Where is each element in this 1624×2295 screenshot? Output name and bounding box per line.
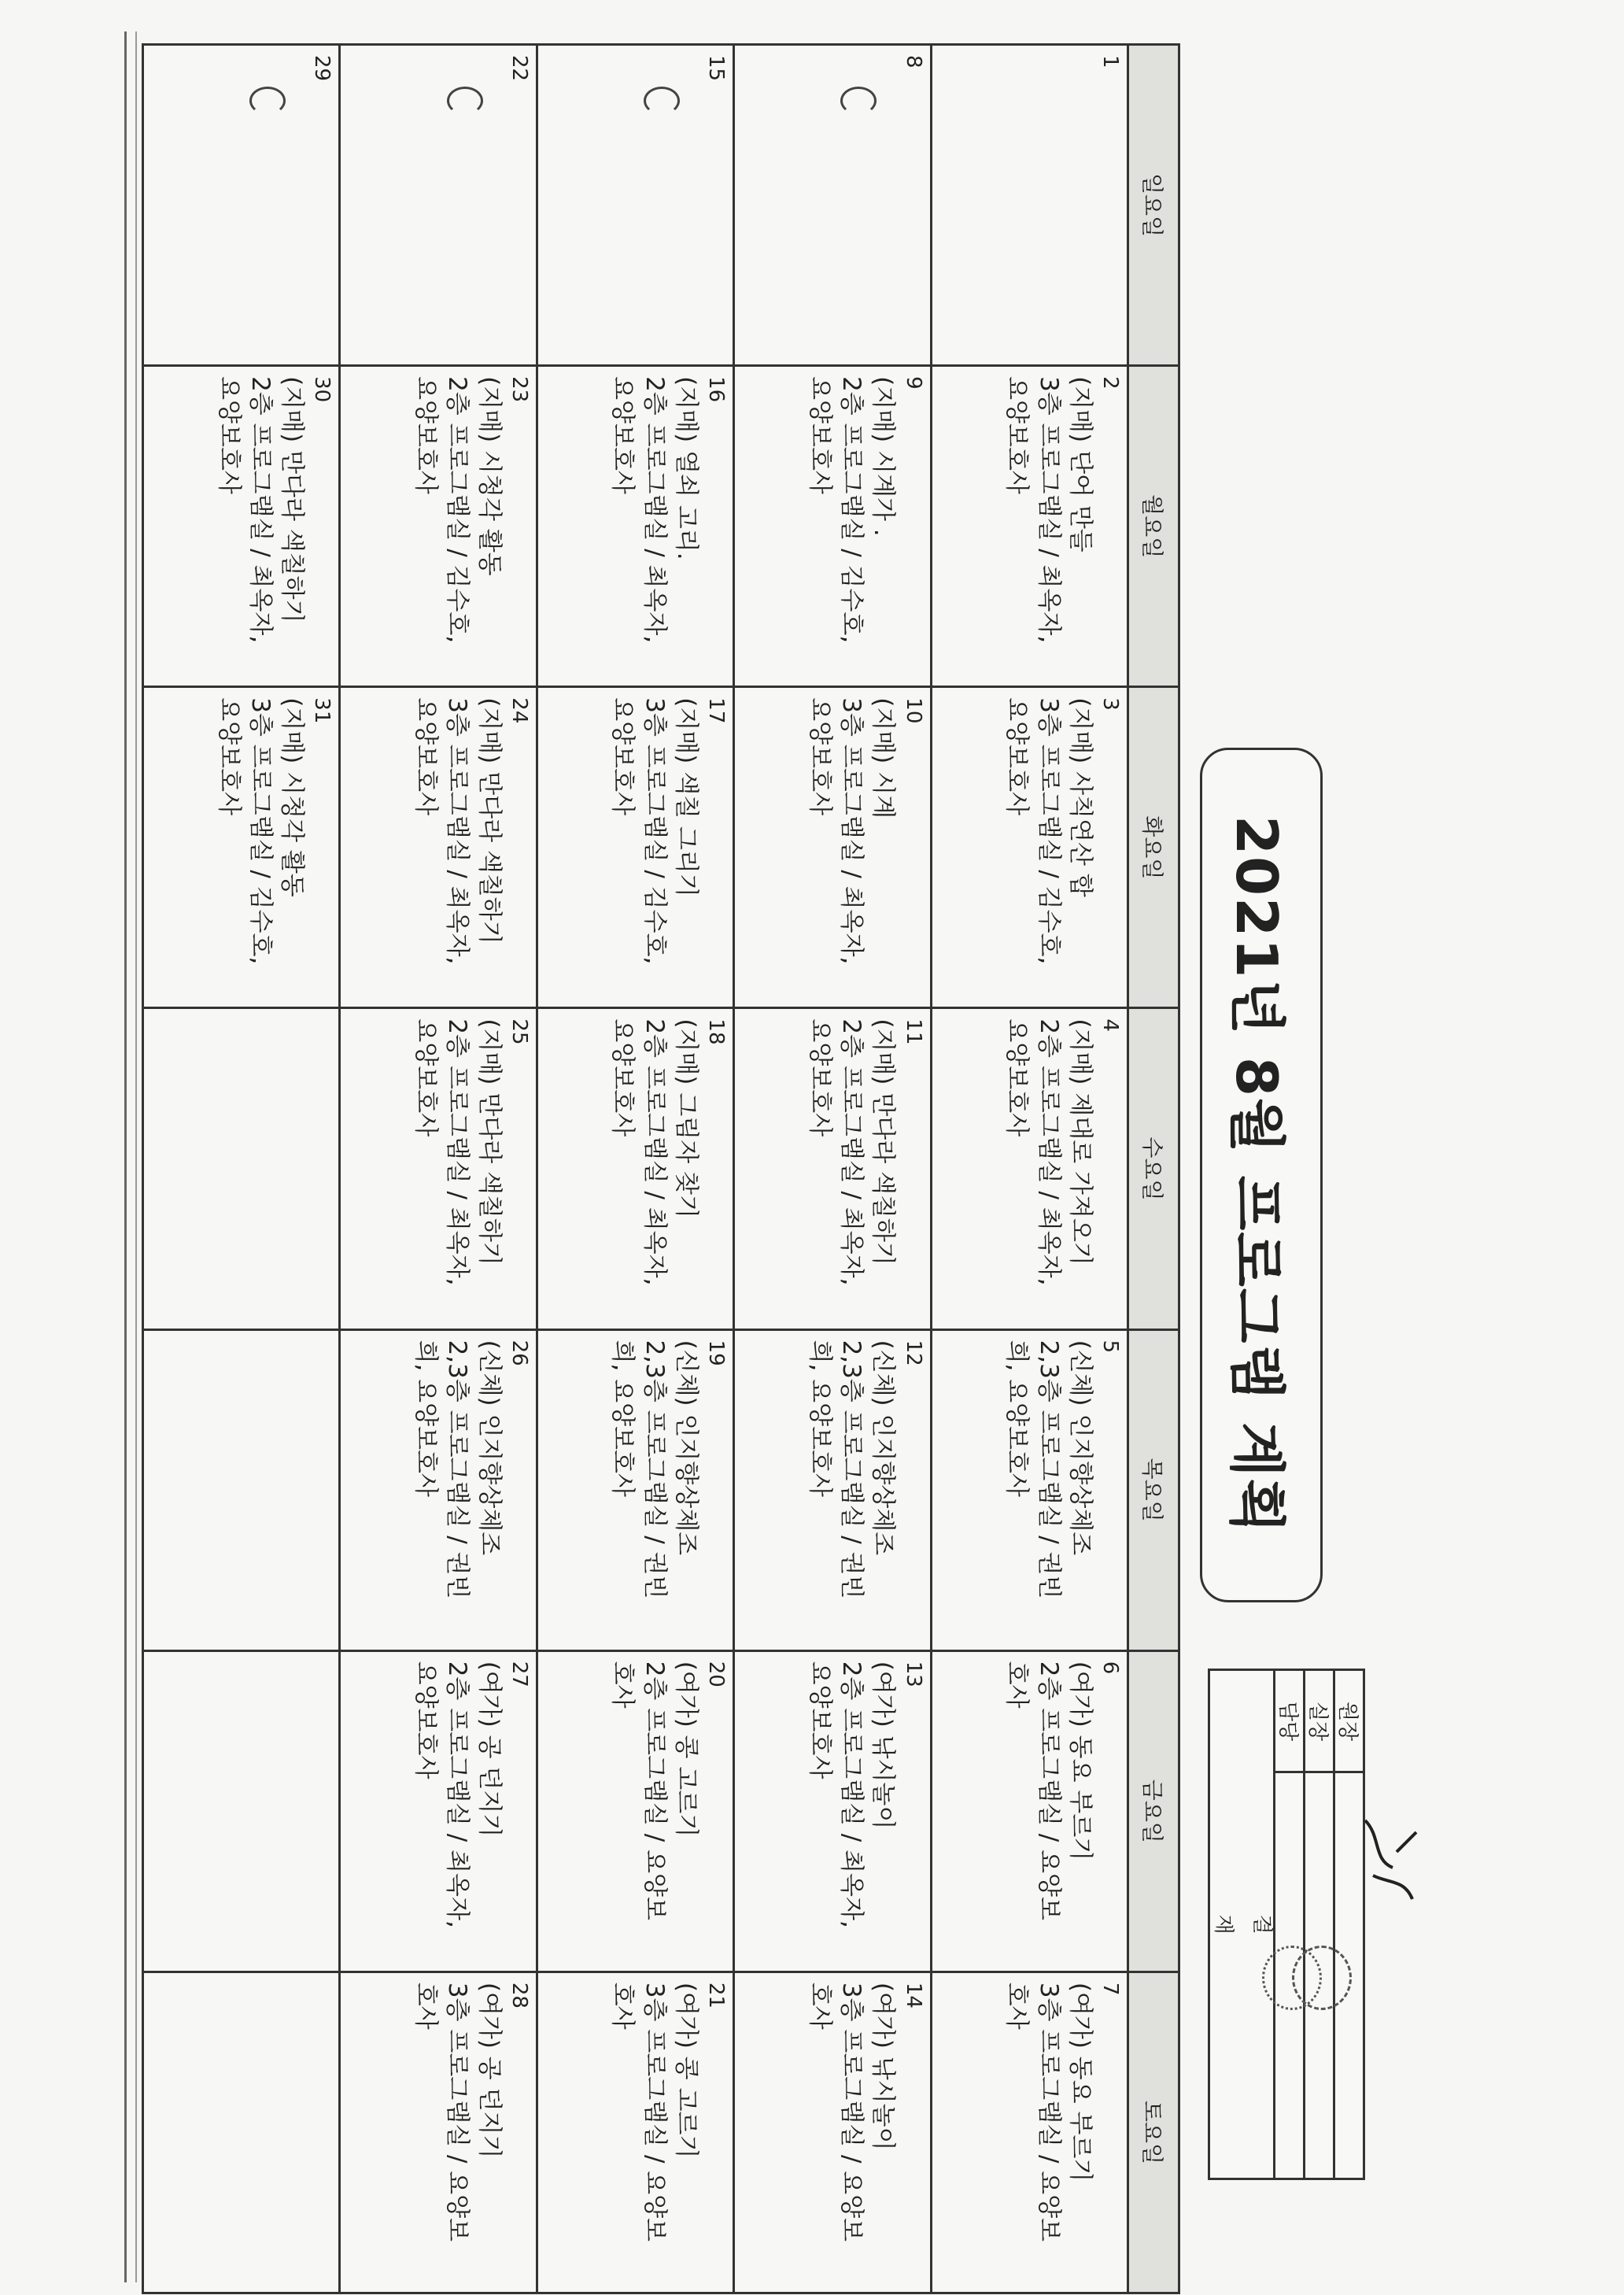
handwritten-mark-icon	[644, 87, 680, 115]
calendar-day-cell	[734, 1008, 931, 1329]
program-location: 3층 프로그램실 / 최옥자,	[837, 697, 866, 965]
calendar-week-row	[537, 45, 733, 2293]
program-staff: 희, 요양보호사	[412, 1340, 441, 1497]
program-name: (지매) 만다라 색칠하기	[278, 376, 307, 623]
calendar-day-cell	[537, 1329, 733, 1650]
calendar-day-cell	[143, 1972, 340, 2293]
approval-role-staff: 담당	[1275, 1701, 1299, 1741]
program-location: 2층 프로그램실 / 최옥자,	[1034, 1018, 1063, 1286]
program-location: 3층 프로그램실 / 요양보	[837, 1982, 866, 2242]
approval-table	[1208, 1669, 1365, 2180]
handwritten-mark-icon	[840, 87, 877, 115]
day-number: 10	[901, 697, 925, 724]
calendar-day-cell	[340, 366, 537, 687]
calendar-day-cell	[537, 1650, 733, 1972]
calendar-day-cell	[931, 1650, 1128, 1972]
program-name: (지매) 시계가 .	[869, 376, 898, 537]
day-number: 22	[507, 55, 531, 82]
day-number: 12	[901, 1340, 925, 1366]
calendar-week-row	[143, 45, 340, 2293]
day-number: 14	[901, 1982, 925, 2009]
program-staff: 요양보호사	[1002, 1018, 1032, 1137]
program-name: (지매) 단어 만들	[1065, 376, 1094, 552]
program-staff: 요양보호사	[608, 697, 637, 816]
calendar-day-cell	[143, 366, 340, 687]
calendar-week-row	[340, 45, 537, 2293]
day-number: 5	[1098, 1340, 1122, 1354]
program-staff: 희, 요양보호사	[1002, 1340, 1032, 1497]
calendar-day-cell	[734, 1972, 931, 2293]
page-edge-line	[135, 31, 137, 2282]
program-location: 3층 프로그램실 / 김수호,	[640, 697, 669, 965]
weekday-header: 일요일	[1128, 45, 1179, 366]
program-staff: 호사	[608, 1661, 637, 1709]
calendar-day-cell	[340, 45, 537, 366]
program-name: (신체) 인지향상체조	[1065, 1340, 1094, 1556]
program-location: 3층 프로그램실 / 김수호,	[245, 697, 275, 965]
program-name: (지매) 시청각 활동	[278, 697, 307, 897]
calendar-day-cell	[537, 1972, 733, 2293]
day-number: 1	[1098, 55, 1122, 68]
program-name: (지매) 그림자 찾기	[672, 1018, 701, 1218]
day-number: 7	[1098, 1982, 1122, 1996]
approval-stamp-cell	[1305, 1772, 1334, 2179]
program-staff: 요양보호사	[805, 697, 834, 816]
day-number: 28	[507, 1982, 531, 2009]
weekday-header: 금요일	[1128, 1650, 1179, 1972]
calendar-day-cell	[537, 366, 733, 687]
calendar-day-cell	[340, 1972, 537, 2293]
approval-role-cell	[1334, 1670, 1364, 1772]
program-name: (여가) 낚시놀이	[869, 1982, 898, 2151]
program-location: 2,3층 프로그램실 / 권빈	[1034, 1340, 1063, 1599]
handwritten-mark-icon	[447, 87, 483, 115]
day-number: 24	[507, 697, 531, 724]
program-name: (여가) 콩 고르기	[672, 1661, 701, 1838]
day-number: 23	[507, 376, 531, 403]
calendar-day-cell	[734, 45, 931, 366]
program-staff: 요양보호사	[805, 376, 834, 494]
approval-side-label: 결 재	[1211, 1914, 1274, 1935]
program-name: (신체) 인지향상체조	[869, 1340, 898, 1556]
program-staff: 요양보호사	[805, 1018, 834, 1137]
approval-role-director: 원장	[1335, 1701, 1359, 1741]
program-name: (신체) 인지향상체조	[672, 1340, 701, 1556]
calendar-week-row	[931, 45, 1128, 2293]
calendar-day-cell	[143, 1008, 340, 1329]
program-name: (여가) 동요 부르기	[1065, 1982, 1094, 2182]
calendar-container	[142, 43, 1180, 2294]
calendar-day-cell	[340, 1650, 537, 1972]
weekday-header: 토요일	[1128, 1972, 1179, 2293]
program-staff: 요양보호사	[214, 697, 243, 816]
program-location: 2,3층 프로그램실 / 권빈	[837, 1340, 866, 1599]
program-staff: 희, 요양보호사	[805, 1340, 834, 1497]
weekday-header-row	[1128, 45, 1179, 2293]
program-location: 2층 프로그램실 / 최옥자,	[640, 376, 669, 644]
day-number: 17	[704, 697, 729, 724]
calendar-day-cell	[931, 1329, 1128, 1650]
calendar-day-cell	[931, 687, 1128, 1008]
program-location: 3층 프로그램실 / 최옥자,	[1034, 376, 1063, 644]
calendar-day-cell	[340, 1008, 537, 1329]
calendar-day-cell	[734, 1329, 931, 1650]
program-staff: 요양보호사	[608, 376, 637, 494]
day-number: 3	[1098, 697, 1122, 711]
approval-role-cell	[1275, 1670, 1305, 1772]
day-number: 16	[704, 376, 729, 403]
weekday-header: 화요일	[1128, 687, 1179, 1008]
day-number: 4	[1098, 1018, 1122, 1032]
program-name: (여가) 콩 고르기	[672, 1982, 701, 2159]
day-number: 2	[1098, 376, 1122, 390]
day-number: 26	[507, 1340, 531, 1366]
day-number: 11	[901, 1018, 925, 1045]
program-name: (지매) 시청각 활동	[474, 376, 504, 576]
day-number: 31	[310, 697, 334, 724]
calendar-day-cell	[143, 1329, 340, 1650]
day-number: 25	[507, 1018, 531, 1045]
calendar-day-cell	[931, 1008, 1128, 1329]
program-name: (지매) 만다라 색칠하기	[869, 1018, 898, 1266]
calendar-day-cell	[931, 1972, 1128, 2293]
day-number: 15	[704, 55, 729, 82]
approval-side-label-cell	[1209, 1670, 1275, 2179]
calendar-day-cell	[143, 1650, 340, 1972]
day-number: 18	[704, 1018, 729, 1045]
program-location: 2층 프로그램실 / 요양보	[640, 1661, 669, 1920]
calendar-day-cell	[340, 1329, 537, 1650]
calendar-day-cell	[537, 1008, 733, 1329]
program-location: 2층 프로그램실 / 최옥자,	[640, 1018, 669, 1286]
program-location: 3층 프로그램실 / 요양보	[443, 1982, 472, 2242]
calendar-day-cell	[734, 687, 931, 1008]
handwritten-mark-icon	[249, 87, 286, 115]
day-number: 21	[704, 1982, 729, 2009]
program-name: (지매) 시계	[869, 697, 898, 819]
program-staff: 요양보호사	[412, 376, 441, 494]
program-name: (지매) 제대로 가져오기	[1065, 1018, 1094, 1266]
calendar-day-cell	[537, 45, 733, 366]
program-location: 2층 프로그램실 / 김수호,	[837, 376, 866, 644]
weekday-header: 월요일	[1128, 366, 1179, 687]
program-staff: 요양보호사	[1002, 376, 1032, 494]
page-title: 2021년 8월 프로그램 계획	[1224, 815, 1290, 1536]
calendar-day-cell	[734, 366, 931, 687]
program-staff: 요양보호사	[214, 376, 243, 494]
program-staff: 요양보호사	[412, 697, 441, 816]
day-number: 19	[704, 1340, 729, 1366]
signature-icon	[1349, 1805, 1428, 1915]
program-name: (지매) 만다라 색칠하기	[474, 697, 504, 944]
day-number: 13	[901, 1661, 925, 1687]
program-staff: 호사	[412, 1982, 441, 2030]
approval-role-manager: 실장	[1305, 1701, 1329, 1741]
program-location: 3층 프로그램실 / 김수호,	[1034, 697, 1063, 965]
calendar-day-cell	[143, 687, 340, 1008]
program-staff: 호사	[805, 1982, 834, 2030]
program-staff: 호사	[1002, 1661, 1032, 1709]
program-name: (신체) 인지향상체조	[474, 1340, 504, 1556]
calendar-week-row	[734, 45, 931, 2293]
program-name: (여가) 공 던지기	[474, 1661, 504, 1838]
calendar-table	[142, 43, 1180, 2294]
day-number: 27	[507, 1661, 531, 1687]
program-location: 3층 프로그램실 / 최옥자,	[443, 697, 472, 965]
program-location: 2,3층 프로그램실 / 권빈	[640, 1340, 669, 1599]
program-location: 2층 프로그램실 / 최옥자,	[443, 1018, 472, 1286]
program-location: 2층 프로그램실 / 김수호,	[443, 376, 472, 644]
calendar-day-cell	[931, 366, 1128, 687]
weekday-header: 목요일	[1128, 1329, 1179, 1650]
program-staff: 요양보호사	[1002, 697, 1032, 816]
program-staff: 요양보호사	[805, 1661, 834, 1779]
calendar-day-cell	[734, 1650, 931, 1972]
day-number: 9	[901, 376, 925, 390]
day-number: 6	[1098, 1661, 1122, 1675]
approval-signature-cell	[1334, 1772, 1364, 2179]
calendar-day-cell	[931, 45, 1128, 366]
program-staff: 희, 요양보호사	[608, 1340, 637, 1497]
program-location: 3층 프로그램실 / 요양보	[1034, 1982, 1063, 2242]
weekday-header: 수요일	[1128, 1008, 1179, 1329]
day-number: 29	[310, 55, 334, 82]
program-name: (지매) 만다라 색칠하기	[474, 1018, 504, 1266]
program-location: 2층 프로그램실 / 최옥자,	[837, 1661, 866, 1928]
program-location: 3층 프로그램실 / 요양보	[640, 1982, 669, 2242]
program-staff: 호사	[608, 1982, 637, 2030]
program-name: (지매) 사칙연산 합	[1065, 697, 1094, 897]
day-number: 20	[704, 1661, 729, 1687]
program-name: (여가) 공 던지기	[474, 1982, 504, 2159]
calendar-day-cell	[143, 45, 340, 366]
calendar-day-cell	[340, 687, 537, 1008]
program-location: 2층 프로그램실 / 최옥자,	[443, 1661, 472, 1928]
program-location: 2층 프로그램실 / 최옥자,	[837, 1018, 866, 1286]
program-location: 2층 프로그램실 / 최옥자,	[245, 376, 275, 644]
program-name: (지매) 열쇠 고리.	[672, 376, 701, 560]
approval-role-cell	[1305, 1670, 1334, 1772]
program-name: (여가) 낚시놀이	[869, 1661, 898, 1830]
program-staff: 요양보호사	[412, 1661, 441, 1779]
program-staff: 호사	[1002, 1982, 1032, 2030]
day-number: 8	[901, 55, 925, 68]
program-name: (지매) 색칠 그리기	[672, 697, 701, 897]
title-box	[1200, 748, 1323, 1602]
page-edge-line	[124, 31, 127, 2282]
program-location: 2,3층 프로그램실 / 권빈	[443, 1340, 472, 1599]
day-number: 30	[310, 376, 334, 403]
program-location: 2층 프로그램실 / 요양보	[1034, 1661, 1063, 1920]
program-staff: 요양보호사	[608, 1018, 637, 1137]
program-name: (여가) 동요 부르기	[1065, 1661, 1094, 1861]
program-staff: 요양보호사	[412, 1018, 441, 1137]
calendar-day-cell	[537, 687, 733, 1008]
